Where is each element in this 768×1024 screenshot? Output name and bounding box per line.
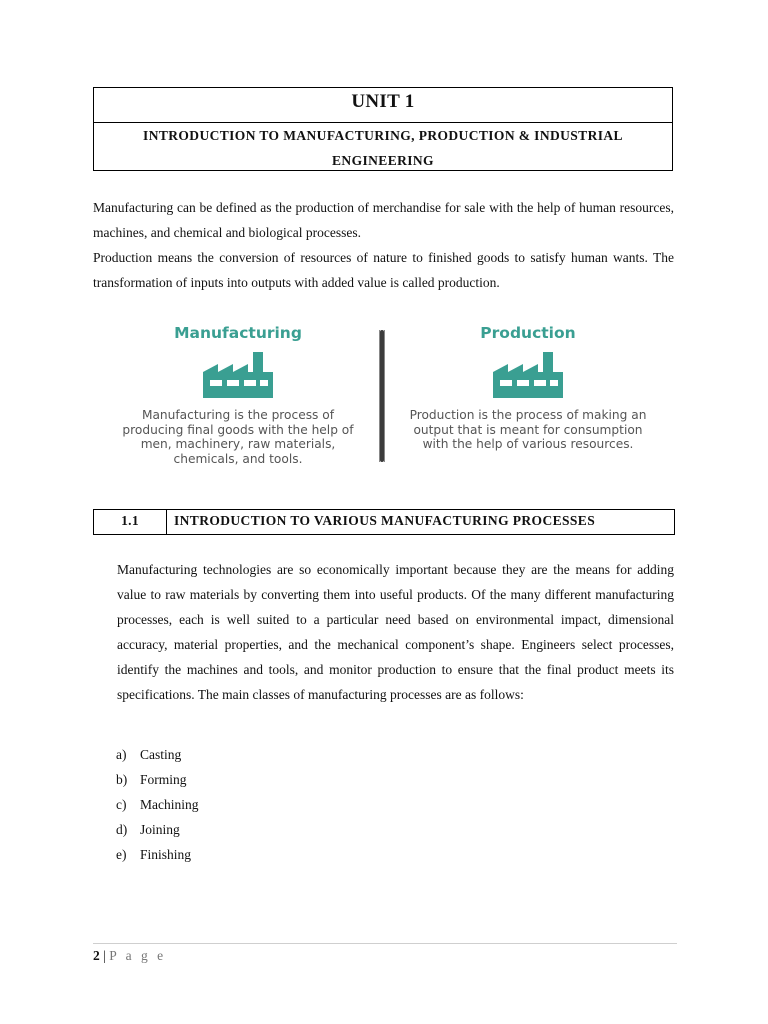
list-marker: b): [116, 772, 128, 787]
intro-paragraph-production: Production means the conversion of resources of nature to finished goods to satisfy human wants. The transformation of inputs into outputs with added value is called production.: [93, 250, 674, 290]
infographic-production-description: Production is the process of making an output that is meant for consumption with the help of various resources.: [409, 408, 647, 451]
list-marker: e): [116, 847, 127, 862]
list-item-label: Forming: [140, 772, 187, 787]
section-heading-table: [93, 509, 675, 535]
footer-divider: [93, 943, 677, 944]
unit-subtitle: INTRODUCTION TO MANUFACTURING, PRODUCTION & INDUSTRIAL ENGINEERING: [143, 128, 623, 168]
unit-title: UNIT 1: [94, 88, 672, 123]
list-item-label: Casting: [140, 747, 182, 762]
list-item-label: Finishing: [140, 847, 192, 862]
infographic-manufacturing-description: Manufacturing is the process of producing final goods with the help of men, machinery, raw materials, chemicals, and tools.: [122, 408, 354, 466]
list-item: [116, 842, 199, 867]
list-item-label: Joining: [140, 822, 180, 837]
factory-icon: [201, 350, 275, 400]
infographic-divider: [380, 330, 384, 462]
list-item: [116, 742, 199, 767]
manufacturing-classes-list: [116, 742, 199, 867]
page-footer: [93, 946, 166, 966]
section-title: INTRODUCTION TO VARIOUS MANUFACTURING PROCESSES: [174, 513, 596, 528]
intro-paragraph-manufacturing: Manufacturing can be defined as the production of merchandise for sale with the help of human resources, machines, and chemical and biological processes.: [93, 200, 674, 240]
list-item: [116, 792, 199, 817]
section-paragraph: Manufacturing technologies are so economically important because they are the means for adding value to raw materials by converting them into useful products. Of the many different manufacturing processes, each is well suited to a particular need based on environmental impact, dimensional accuracy, material properties, and the mechanical component’s shape. Engineers select processes, identify the machines and tools, and monitor production to ensure that the final product meets its specifications. The main classes of manufacturing processes are as follows:: [117, 562, 674, 702]
list-marker: c): [116, 797, 127, 812]
list-item: [116, 817, 199, 842]
section-number: 1.1: [94, 510, 167, 534]
infographic-manufacturing-heading: Manufacturing: [174, 324, 302, 342]
factory-icon: [491, 350, 565, 400]
infographic-manufacturing-column: [118, 318, 358, 466]
infographic-production-column: [400, 318, 656, 452]
manufacturing-vs-production-infographic: [118, 318, 658, 468]
page-number: 2: [93, 948, 100, 963]
list-marker: a): [116, 747, 127, 762]
infographic-production-heading: Production: [480, 324, 576, 342]
list-item: [116, 767, 199, 792]
list-marker: d): [116, 822, 128, 837]
list-item-label: Machining: [140, 797, 199, 812]
footer-separator: |: [103, 948, 106, 963]
unit-header-box: [93, 87, 673, 171]
page-label: P a g e: [109, 948, 167, 963]
